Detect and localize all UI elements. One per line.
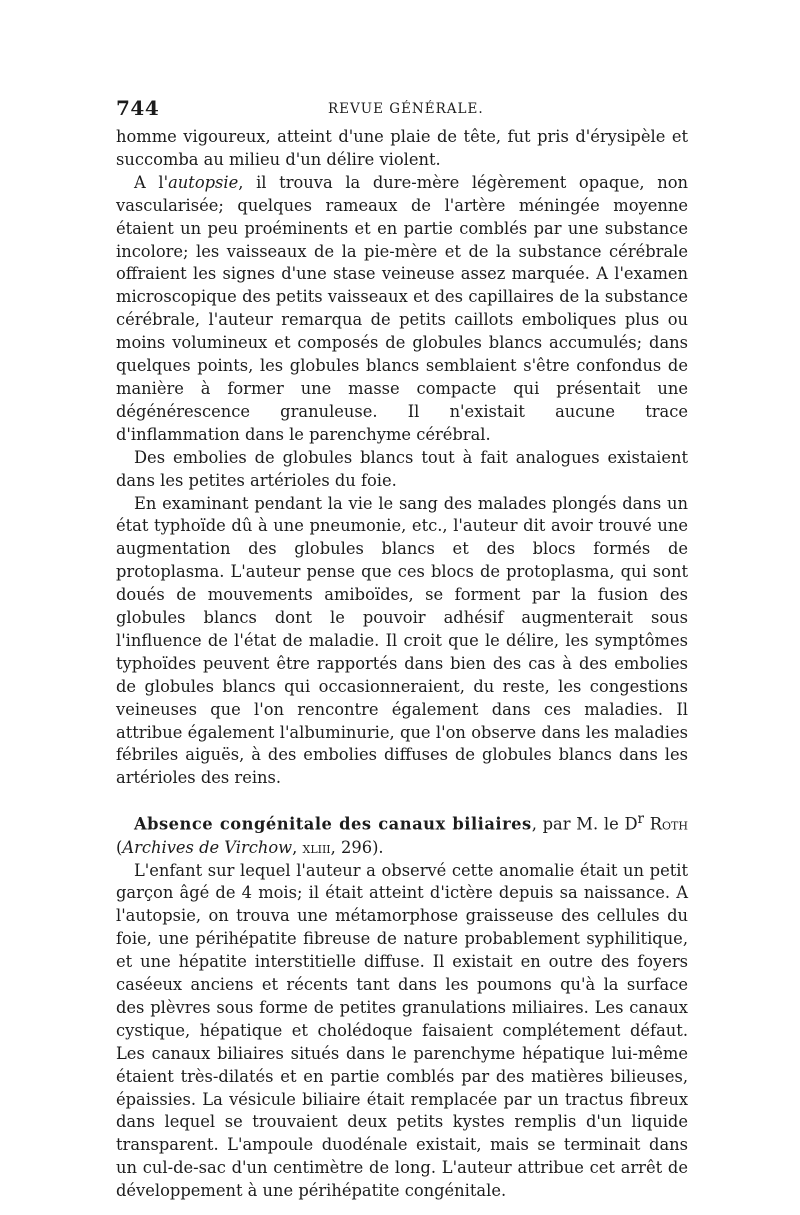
paragraph-section-body: L'enfant sur lequel l'auteur a observé cette anomalie était un petit garçon âgé de 4 mois; il était atteint d'ictère depuis sa naissance. A l'autopsie, on trouva une métamorphose graisseuse des cellules du foie, une périhépatite fibreuse de nature probablement syphilitique, et une hépatite interstitielle diffuse. Il existait en outre des foyers caséeux anciens et récents tant dans les poumons qu'à la surface des plèvres sous forme de petites granulations miliaires. Les canaux cystique, hépatique et cholédoque faisaient complétement défaut. Les canaux biliaires situés dans le parenchyme hépatique lui-même étaient très-dilatés et en partie comblés par des matières bilieuses, épaissies. La vésicule biliaire était remplacée par un tractus fibreux dans lequel se trouvaient deux petits kystes remplis d'un liquide transparent. L'ampoule duodénale existait, mais se terminait dans un cul-de-sac d'un centimètre de long. L'auteur attribue cet arrêt de développement à une périhépatite congénitale.: [116, 860, 688, 1201]
page-number: 744: [116, 96, 160, 120]
paragraph-examen: En examinant pendant la vie le sang des malades plongés dans un état typhoïde dû à une pneumonie, etc., l'auteur dit avoir trouvé une augmentation des globules blancs et des blocs formés de protoplasma. L'auteur pense que ces blocs de protoplasma, qui sont doués de mouvements amiboïdes, se forment par la fusion des globules blancs dont le pouvoir adhésif augmenterait sous l'influence de l'état de maladie. Il croit que le délire, les symptômes typhoïdes peuvent être rapportés dans bien des cas à des embolies de globules blancs qui occasionneraient, du reste, les congestions veineuses que l'on rencontre également dans ces maladies. Il attribue également l'albuminurie, que l'on observe dans les maladies fébriles aiguës, à des embolies diffuses de globules blancs dans les artérioles des reins.: [116, 493, 688, 788]
section-author: Roth: [649, 814, 688, 834]
section-byline: , par M. le D: [531, 814, 638, 834]
paragraph-continued: homme vigoureux, atteint d'une plaie de tête, fut pris d'érysipèle et succomba au milieu d'un délire violent.: [116, 127, 688, 169]
section-heading: [116, 808, 688, 859]
document-page: [116, 96, 688, 1203]
autopsy-text: , il trouva la dure-mère légèrement opaque, non vascularisée; quelques rameaux de l'artère méningée moyenne étaient un peu proéminents et en partie comblés par une substance incolore; les vaisseaux de la pie-mère et de la substance cérébrale offraient les signes d'une stase veineuse assez marquée. A l'examen microscopique des petits vaisseaux et des capillaires de la substance cérébrale, l'auteur remarqua de petits caillots emboliques plus ou moins volumineux et composés de globules blancs accumulés; dans quelques points, les globules blancs semblaient s'être confondus de manière à former une masse compacte qui présentait une dégénérescence granuleuse. Il n'existait aucune trace d'inflammation dans le parenchyme cérébral.: [116, 172, 688, 444]
section-comma: ,: [292, 837, 303, 857]
section-volume: xliii: [302, 837, 331, 857]
section-spacer: [116, 790, 688, 808]
paragraph-autopsy: [116, 172, 688, 447]
running-head: [116, 96, 688, 126]
section-title: Absence congénitale des canaux biliaires: [134, 814, 532, 834]
section-journal: Archives de Virchow: [122, 837, 293, 857]
paragraph-embolies: Des embolies de globules blancs tout à fait analogues existaient dans les petites artérioles du foie.: [116, 447, 688, 490]
journal-title: REVUE GÉNÉRALE.: [328, 101, 484, 117]
section-byline-sup: r: [637, 811, 645, 828]
section-open-paren: (: [116, 837, 123, 857]
autopsy-prefix: A l': [134, 172, 169, 192]
section-page-ref: , 296).: [330, 837, 384, 857]
autopsy-italic: autopsie: [168, 172, 239, 192]
